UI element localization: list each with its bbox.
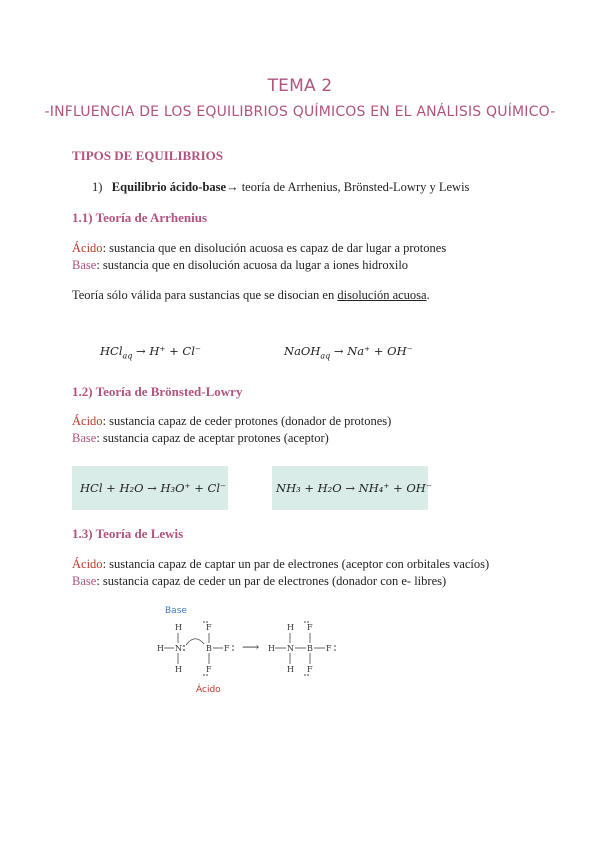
atom-f-right: F [224, 644, 230, 653]
lone-pair-dot [206, 674, 208, 676]
lone-pair-dot [232, 649, 234, 651]
lone-pair-dot [307, 621, 309, 623]
atom-f-right: F [326, 644, 332, 653]
atom-f-top: F [307, 623, 313, 632]
acid-text: : sustancia capaz de captar un par de electrones (aceptor con orbitales vacíos) [102, 557, 490, 571]
atom-f-bottom: F [307, 665, 313, 674]
eq-formula: NaOH [284, 344, 321, 358]
atom-h-bottom: H [287, 665, 294, 674]
lewis-acid-definition [72, 557, 489, 572]
eq-products: → H⁺ + Cl⁻ [132, 344, 201, 358]
acid-term: Ácido [72, 414, 103, 428]
atom-b: B [206, 644, 212, 653]
list-item-label: Equilibrio ácido-base [111, 180, 227, 194]
lone-pair-dot [334, 649, 336, 651]
equation-hcl-dissociation [100, 344, 201, 360]
lone-pair-dot [183, 645, 185, 647]
atom-h-left: H [157, 644, 164, 653]
base-term: Base [72, 574, 97, 588]
lone-pair-dot [206, 621, 208, 623]
arrhenius-base-definition [72, 258, 408, 273]
lewis-base-definition [72, 574, 446, 589]
page-subtitle: -INFLUENCIA DE LOS EQUILIBRIOS QUÍMICOS EN EL ANÁLISIS QUÍMICO- [44, 104, 556, 120]
atom-h-left: H [268, 644, 275, 653]
lone-pair-dot [203, 674, 205, 676]
lone-pair-dot [203, 621, 205, 623]
section-heading-tipos: TIPOS DE EQUILIBRIOS [72, 148, 223, 163]
acid-text: : sustancia capaz de ceder protones (donador de protones) [102, 414, 392, 428]
lone-pair-dot [304, 621, 306, 623]
acid-text: : sustancia que en disolución acuosa es capaz de dar lugar a protones [102, 241, 447, 255]
eq-subscript: aq [122, 351, 133, 361]
base-text: : sustancia capaz de aceptar protones (aceptor) [96, 431, 329, 445]
list-item-equilibrio [92, 180, 469, 195]
atom-h-top: H [175, 623, 182, 632]
arrhenius-note [72, 288, 430, 303]
acid-term: Ácido [72, 241, 103, 255]
section-heading-lewis: 1.3) Teoría de Lewis [72, 526, 184, 541]
atom-n: N [287, 644, 294, 653]
lone-pair-dot [232, 645, 234, 647]
lone-pair-dot [307, 674, 309, 676]
diagram-acid-label: Ácido [196, 685, 221, 695]
reaction-arrow-icon: ⟶ [242, 640, 260, 654]
eq-products: → Na⁺ + OH⁻ [330, 344, 413, 358]
note-suffix: . [426, 288, 430, 302]
atom-h-top: H [287, 623, 294, 632]
arrhenius-acid-definition [72, 241, 446, 256]
base-term: Base [72, 431, 97, 445]
lewis-reaction-diagram [150, 615, 360, 685]
acid-term: Ácido [72, 557, 103, 571]
bronsted-base-definition [72, 431, 329, 446]
base-text: : sustancia capaz de ceder un par de electrones (donador con e- libres) [96, 574, 447, 588]
page-title: TEMA 2 [267, 76, 333, 96]
equation-naoh-dissociation [284, 344, 413, 360]
note-prefix: Teoría sólo válida para sustancias que se disocian en [72, 288, 338, 302]
atom-f-top: F [206, 623, 212, 632]
electron-transfer-arrow [186, 639, 204, 645]
atom-b: B [307, 644, 313, 653]
note-underlined: disolución acuosa [337, 288, 427, 302]
arrow-icon: → [226, 180, 239, 194]
equation-nh3-water: NH₃ + H₂O → NH₄⁺ + OH⁻ [276, 481, 432, 495]
lone-pair-dot [304, 674, 306, 676]
bronsted-acid-definition [72, 414, 391, 429]
equation-hcl-water: HCl + H₂O → H₃O⁺ + Cl⁻ [80, 481, 227, 495]
list-number: 1) [92, 180, 103, 194]
atom-h-bottom: H [175, 665, 182, 674]
atom-f-bottom: F [206, 665, 212, 674]
diagram-base-label: Base [165, 606, 187, 616]
base-term: Base [72, 258, 97, 272]
list-item-text: teoría de Arrhenius, Brönsted-Lowry y Lewis [238, 180, 470, 194]
eq-subscript: aq [320, 351, 331, 361]
base-text: : sustancia que en disolución acuosa da lugar a iones hidroxilo [96, 258, 409, 272]
section-heading-bronsted: 1.2) Teoría de Brönsted-Lowry [72, 384, 243, 399]
lone-pair-dot [183, 649, 185, 651]
atom-n: N [175, 644, 182, 653]
lone-pair-dot [334, 645, 336, 647]
section-heading-arrhenius: 1.1) Teoría de Arrhenius [72, 210, 208, 225]
eq-formula: HCl [100, 344, 123, 358]
